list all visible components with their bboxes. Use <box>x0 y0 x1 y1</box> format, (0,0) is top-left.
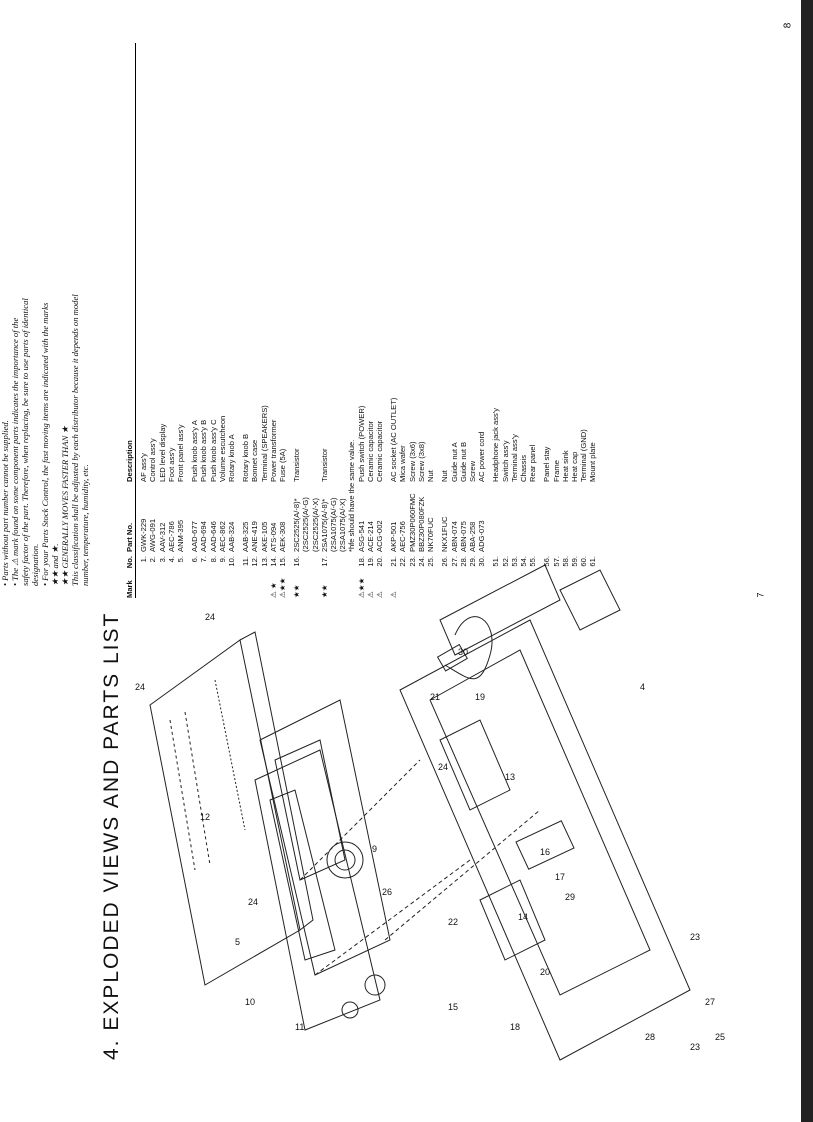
no-cell: 22. <box>398 556 408 567</box>
mark-cell <box>260 572 269 598</box>
table-row <box>218 43 227 598</box>
part-no-cell: ATS-094 <box>268 522 278 552</box>
no-cell: 19. <box>365 556 375 567</box>
header-description: Description <box>125 440 134 482</box>
part-no-cell <box>561 482 570 552</box>
part-no-cell: AAB-325 <box>241 521 251 552</box>
no-cell: 51. <box>491 556 501 567</box>
part-no-cell: (2SA1075(A/-X) <box>338 498 348 552</box>
no-cell: 53. <box>509 556 519 567</box>
mark-cell <box>398 572 407 598</box>
page-number-left: 7 <box>755 592 766 598</box>
description-cell: Front panel ass'y <box>176 424 186 482</box>
header-no: No. <box>125 556 134 569</box>
part-no-cell: AEC-756 <box>398 521 408 552</box>
no-cell: 11. <box>241 556 251 566</box>
description-cell: Push switch (POWER) <box>356 405 366 482</box>
table-row <box>398 43 407 598</box>
table-row <box>199 43 208 598</box>
table-row <box>148 43 157 598</box>
table-row <box>408 43 417 598</box>
description-cell: Frame <box>551 460 561 482</box>
callout-12: 12 <box>200 812 211 822</box>
description-cell: Ceramic capacitor <box>375 420 385 482</box>
callout-27: 27 <box>705 997 716 1007</box>
table-row <box>510 43 519 598</box>
mark-cell <box>158 572 167 598</box>
no-cell: 2. <box>148 556 158 563</box>
table-row <box>227 43 236 598</box>
mark-cell <box>542 572 551 598</box>
mark-cell <box>311 572 320 598</box>
description-cell: Push knob ass'y A <box>190 420 200 482</box>
callout-18: 18 <box>510 1022 521 1032</box>
header-mark: Mark <box>125 580 134 598</box>
no-cell: 52. <box>500 556 510 567</box>
no-cell: 54. <box>518 556 528 567</box>
note-line: designation. <box>30 543 40 586</box>
description-cell: Switch ass'y <box>500 440 510 482</box>
no-cell: 24. <box>416 556 426 567</box>
table-row <box>570 43 579 598</box>
part-no-cell: AKE-105 <box>259 521 269 552</box>
description-cell: Ceramic capacitor <box>365 420 375 482</box>
mark-cell <box>440 572 449 598</box>
mark-cell <box>218 572 227 598</box>
description-cell: Nut <box>440 470 450 482</box>
part-no-cell <box>519 482 528 552</box>
no-cell: 28. <box>458 556 468 567</box>
description-cell: Control ass'y <box>148 438 158 482</box>
mark-cell <box>491 572 500 598</box>
note-line: ★★ GENERALLY MOVES FASTER THAN ★ <box>60 425 70 586</box>
description-cell: Headphone jack ass'y <box>491 407 501 482</box>
mark-cell <box>588 572 597 598</box>
mark-cell: ⚠ ★ <box>268 582 278 598</box>
part-no-cell: AAD-677 <box>190 521 200 552</box>
no-cell <box>329 552 338 572</box>
no-cell: 55. <box>528 556 538 567</box>
table-row <box>347 43 356 598</box>
callout-24d: 24 <box>438 762 449 772</box>
parts-table-body <box>139 43 597 598</box>
no-cell <box>301 552 310 572</box>
part-no-cell: AAB-324 <box>227 521 237 552</box>
description-cell: Screw <box>467 460 477 482</box>
no-cell: 15. <box>278 556 288 567</box>
table-row <box>260 43 269 598</box>
mark-cell <box>519 572 528 598</box>
callout-13: 13 <box>505 772 516 782</box>
no-cell: 20. <box>375 556 385 567</box>
table-row <box>176 43 185 598</box>
header-part-no: Part No. <box>125 522 134 552</box>
mark-cell <box>167 572 176 598</box>
no-cell: 9. <box>217 556 227 563</box>
note-line: This classification shall be adjusted by each distributor because it depends on model <box>70 294 80 586</box>
page-number-right: 8 <box>782 22 794 29</box>
callout-24a: 24 <box>205 612 216 622</box>
no-cell: 17. <box>319 556 329 567</box>
part-no-cell: AEK-308 <box>278 521 288 552</box>
no-cell: 25. <box>426 556 436 567</box>
no-cell: 4. <box>166 556 176 563</box>
mark-cell <box>338 572 347 598</box>
notes-block <box>0 41 90 586</box>
callout-24b: 24 <box>135 682 146 692</box>
table-row <box>491 43 500 598</box>
description-cell: Panel stay <box>542 446 552 482</box>
part-no-cell: (2SC2525(A/-G) <box>301 497 311 552</box>
description-cell: AC power cord <box>477 431 487 482</box>
table-row <box>561 43 570 598</box>
part-no-cell: AAD-694 <box>199 521 209 552</box>
no-cell: 8. <box>208 556 218 563</box>
no-cell: 10. <box>227 556 237 567</box>
mark-cell: ⚠★★ <box>278 577 288 598</box>
part-no-cell: AEC-786 <box>166 521 176 552</box>
description-cell: Transistor <box>319 448 329 482</box>
mark-cell <box>450 572 459 598</box>
table-row <box>417 43 426 598</box>
callout-22: 22 <box>448 917 459 927</box>
note-line: safety factor of the part. Therefore, when replacing, be sure to use parts of identical <box>20 298 30 586</box>
table-row <box>278 43 287 598</box>
table-row <box>329 43 338 598</box>
callout-20: 20 <box>540 967 551 977</box>
table-row <box>250 43 259 598</box>
part-no-cell: ABA-258 <box>467 521 477 552</box>
part-no-cell <box>528 482 537 552</box>
callout-30: 30 <box>458 647 469 657</box>
part-no-cell: ANM-395 <box>176 519 186 552</box>
part-no-cell: GWK-229 <box>139 518 149 552</box>
description-cell: Mount plate <box>588 442 598 482</box>
no-cell: 57. <box>551 556 561 567</box>
part-no-cell: ACE-214 <box>365 521 375 552</box>
no-cell: 60. <box>579 556 589 567</box>
description-cell: Fuse (5A) <box>278 448 288 482</box>
section-title: 4. EXPLODED VIEWS AND PARTS LIST <box>100 611 123 1060</box>
part-no-cell: AAD-646 <box>208 521 218 552</box>
table-row <box>426 43 435 598</box>
description-cell: Foot ass'y <box>166 447 176 482</box>
note-line: • The ⚠ mark found on some component parts indicates the importance of the <box>10 317 20 586</box>
no-cell: 59. <box>569 556 579 567</box>
note-line: ★★ and ★. <box>50 543 60 586</box>
callout-29: 29 <box>565 892 576 902</box>
table-row <box>320 43 329 598</box>
part-no-cell: ANE-419 <box>250 521 260 552</box>
part-no-cell: AKP-501 <box>389 521 399 552</box>
table-row <box>366 43 375 598</box>
part-no-cell: BBZ30P080FZK <box>416 496 426 552</box>
mark-cell <box>468 572 477 598</box>
part-no-cell: NK70FUC <box>426 517 436 552</box>
callout-23a: 23 <box>690 932 701 942</box>
description-cell: Screw (3x8) <box>416 441 426 482</box>
no-cell: 1. <box>139 556 149 563</box>
table-row <box>357 43 366 598</box>
no-cell: 26. <box>440 556 450 567</box>
no-cell: 56. <box>542 556 552 567</box>
table-row <box>292 43 301 598</box>
no-cell: 21. <box>389 556 399 567</box>
description-cell: Power transformer <box>268 419 278 482</box>
mark-cell <box>501 572 510 598</box>
part-no-cell: PMZ30P060FMC <box>407 493 417 552</box>
part-no-cell <box>588 482 597 552</box>
no-cell <box>311 552 320 572</box>
no-cell: 58. <box>560 556 570 567</box>
callout-10: 10 <box>245 997 256 1007</box>
mark-cell <box>570 572 579 598</box>
mark-cell <box>426 572 435 598</box>
note-line: • Parts without part number cannot be supplied. <box>0 420 10 586</box>
description-cell <box>338 82 347 482</box>
no-cell: 5. <box>176 556 186 563</box>
table-row <box>440 43 449 598</box>
mark-cell <box>139 572 148 598</box>
no-cell: 18. <box>356 556 366 567</box>
table-row <box>468 43 477 598</box>
callout-19: 19 <box>475 692 486 702</box>
part-no-cell <box>501 482 510 552</box>
mark-cell <box>347 572 356 598</box>
mark-cell <box>552 572 561 598</box>
callout-24c: 24 <box>248 897 259 907</box>
mark-cell <box>250 572 259 598</box>
parts-list-rotated <box>0 43 725 598</box>
part-no-cell: 2SA1075(A/-8)* <box>319 498 329 552</box>
description-cell: Rear panel <box>528 444 538 482</box>
table-row <box>528 43 537 598</box>
mark-cell: ★★ <box>292 584 302 598</box>
mark-cell <box>329 572 338 598</box>
mark-cell <box>199 572 208 598</box>
callout-4: 4 <box>640 682 646 692</box>
page-edge-shadow <box>801 0 813 1122</box>
description-cell: Push knob ass'y B <box>199 419 209 482</box>
table-row <box>542 43 551 598</box>
table-row <box>501 43 510 598</box>
callout-5: 5 <box>235 937 241 947</box>
table-row <box>579 43 588 598</box>
no-cell: 61. <box>588 556 598 567</box>
part-no-cell <box>570 482 579 552</box>
part-no-cell: ABN-075 <box>458 521 468 552</box>
mark-cell <box>241 572 250 598</box>
description-cell <box>311 82 320 482</box>
callout-21: 21 <box>430 692 441 702</box>
description-cell: Nut <box>426 470 436 482</box>
description-cell: AC socket (AC OUTLET) <box>389 397 399 482</box>
description-cell: LED level display <box>157 423 167 482</box>
part-no-cell <box>491 482 500 552</box>
no-cell: 12. <box>250 556 260 567</box>
callout-28: 28 <box>645 1032 656 1042</box>
description-cell: Screw (3x6) <box>407 441 417 482</box>
part-no-cell: ASG-541 <box>356 520 366 552</box>
table-row <box>139 43 148 598</box>
description-cell: Heat cap <box>569 451 579 482</box>
mark-cell <box>477 572 486 598</box>
table-row <box>311 43 320 598</box>
mark-cell <box>209 572 218 598</box>
part-no-cell: NKX1FUC <box>440 516 450 552</box>
no-cell <box>338 552 347 572</box>
description-cell: Mica wafer <box>398 445 408 482</box>
mark-cell <box>176 572 185 598</box>
part-no-cell <box>552 482 561 552</box>
description-cell: AF ass'y <box>139 453 149 482</box>
part-no-cell <box>510 482 519 552</box>
description-cell <box>347 82 356 482</box>
table-row <box>241 43 250 598</box>
part-no-cell: (2SA1075(A/-G) <box>329 497 339 552</box>
mark-cell <box>459 572 468 598</box>
description-cell: Heat sink <box>560 450 570 482</box>
callout-9: 9 <box>372 844 378 854</box>
mark-cell: ⚠ <box>365 591 375 598</box>
parts-table-header <box>125 43 136 598</box>
table-row <box>338 43 347 598</box>
no-cell: 23. <box>407 556 417 567</box>
mark-cell: ⚠★★ <box>356 577 366 598</box>
part-no-cell: ACG-002 <box>375 520 385 552</box>
description-cell: Terminal ass'y <box>509 434 519 482</box>
callout-26: 26 <box>382 887 393 897</box>
mark-cell <box>227 572 236 598</box>
description-cell: Push knob ass'y C <box>208 419 218 482</box>
mark-cell <box>510 572 519 598</box>
part-no-cell: ABN-074 <box>449 521 459 552</box>
mark-cell <box>408 572 417 598</box>
description-cell: Terminal (GND) <box>579 429 589 482</box>
table-row <box>269 43 278 598</box>
part-no-cell: ADG-073 <box>477 520 487 552</box>
no-cell: 6. <box>190 556 200 563</box>
parts-table <box>125 43 598 598</box>
mark-cell <box>148 572 157 598</box>
mark-cell: ⚠ <box>389 591 399 598</box>
description-cell: Chassis <box>518 454 528 482</box>
table-row <box>459 43 468 598</box>
callout-25: 25 <box>715 1032 726 1042</box>
mark-cell <box>528 572 537 598</box>
no-cell: 3. <box>157 556 167 563</box>
table-row <box>519 43 528 598</box>
description-cell: Rotary knob B <box>241 433 251 482</box>
mark-cell <box>301 572 310 598</box>
no-cell: 14. <box>268 556 278 567</box>
description-cell: Volume escutcheon <box>217 415 227 482</box>
mark-cell <box>579 572 588 598</box>
mark-cell <box>190 572 199 598</box>
description-cell: Terminal (SPEAKERS) <box>259 405 269 482</box>
table-row <box>209 43 218 598</box>
callout-17: 17 <box>555 872 566 882</box>
no-cell: 30. <box>477 556 487 567</box>
callout-14: 14 <box>518 912 529 922</box>
table-row <box>375 43 384 598</box>
mark-cell <box>561 572 570 598</box>
note-line: • For your Parts Stock Control, the fast moving items are indicated with the marks <box>40 302 50 586</box>
table-row <box>477 43 486 598</box>
callout-16: 16 <box>540 847 551 857</box>
no-cell: 16. <box>292 556 302 567</box>
note-line: number, temperature, humidity, etc. <box>80 464 90 586</box>
table-row <box>301 43 310 598</box>
mark-cell: ★★ <box>319 584 329 598</box>
no-cell <box>347 552 356 572</box>
mark-cell: ⚠ <box>375 591 385 598</box>
part-no-cell: AAV-312 <box>157 522 167 552</box>
part-no-cell: AEC-862 <box>217 521 227 552</box>
table-row <box>389 43 398 598</box>
part-no-cell: *hfe should have the same value. <box>347 439 357 552</box>
table-row <box>450 43 459 598</box>
callout-23b: 23 <box>690 1042 701 1052</box>
no-cell: 13. <box>259 556 269 567</box>
part-no-cell <box>579 482 588 552</box>
description-cell: Transistor <box>292 448 302 482</box>
no-cell: 7. <box>199 556 209 563</box>
no-cell: 27. <box>449 556 459 567</box>
part-no-cell: AWG-091 <box>148 518 158 552</box>
description-cell: Guide nut B <box>458 441 468 482</box>
table-row <box>158 43 167 598</box>
table-row <box>167 43 176 598</box>
table-row <box>552 43 561 598</box>
description-cell <box>301 82 310 482</box>
description-cell: Guide nut A <box>449 442 459 482</box>
no-cell: 29. <box>467 556 477 567</box>
part-no-cell: (2SC2525(A/-X) <box>310 497 320 552</box>
table-row <box>190 43 199 598</box>
part-no-cell <box>542 482 551 552</box>
callout-15: 15 <box>448 1002 459 1012</box>
description-cell: Rotary knob A <box>227 434 237 482</box>
description-cell <box>329 82 338 482</box>
callout-11: 11 <box>295 1022 305 1032</box>
part-no-cell: 2SC2525(A/-8)* <box>292 498 302 552</box>
mark-cell <box>417 572 426 598</box>
table-row <box>588 43 597 598</box>
description-cell: Bonnet case <box>250 439 260 482</box>
